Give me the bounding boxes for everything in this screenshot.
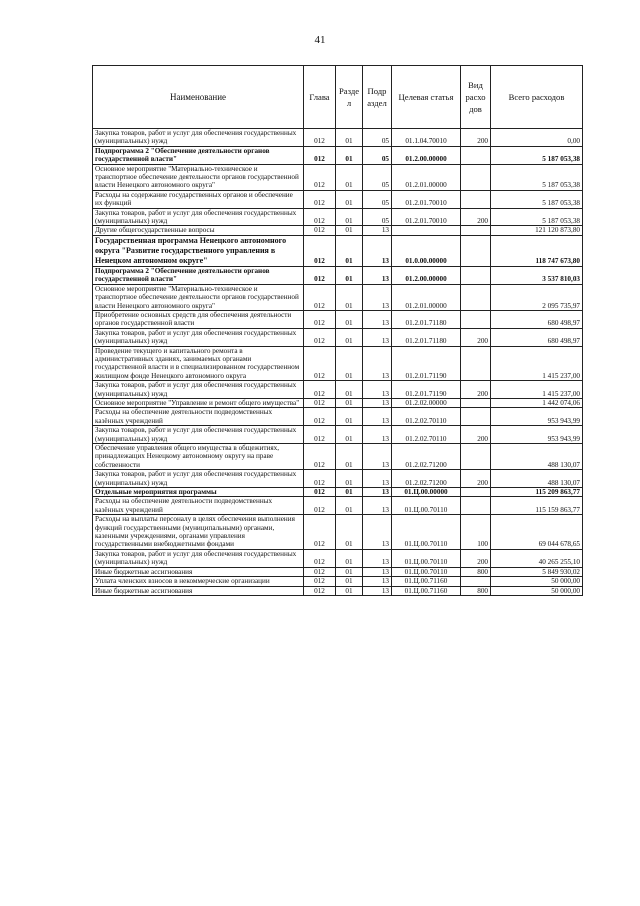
table-row	[93, 497, 583, 515]
row-target: 01.0.00.00000	[392, 235, 461, 266]
row-name: Иные бюджетные ассигнования	[93, 586, 304, 595]
row-name: Основное мероприятие "Материально-техническое и транспортное обеспечение деятельности органов государственной власти Ненецкого автономного округа"	[93, 284, 304, 310]
table-row	[93, 426, 583, 444]
header-subsection: Подр аздел	[363, 66, 392, 129]
row-total: 5 187 053,38	[491, 146, 583, 164]
row-kind	[461, 577, 491, 586]
table-row	[93, 488, 583, 497]
row-kind	[461, 444, 491, 470]
row-subsection: 05	[363, 164, 392, 190]
row-section: 01	[336, 408, 363, 426]
row-target: 01.Ц.00.70110	[392, 497, 461, 515]
row-subsection: 13	[363, 426, 392, 444]
table-row	[93, 284, 583, 310]
table-row	[93, 235, 583, 266]
row-subsection: 05	[363, 190, 392, 208]
row-target: 01.2.01.71180	[392, 328, 461, 346]
row-subsection: 05	[363, 146, 392, 164]
row-target: 01.2.01.00000	[392, 164, 461, 190]
row-section: 01	[336, 515, 363, 550]
row-chapter: 012	[304, 146, 336, 164]
row-target: 01.2.00.00000	[392, 266, 461, 284]
row-target: 01.2.02.00000	[392, 398, 461, 407]
row-kind	[461, 497, 491, 515]
row-section: 01	[336, 208, 363, 226]
row-subsection: 13	[363, 497, 392, 515]
row-kind: 800	[461, 586, 491, 595]
row-section: 01	[336, 235, 363, 266]
row-kind	[461, 346, 491, 381]
row-subsection: 13	[363, 567, 392, 576]
table-row	[93, 577, 583, 586]
table-row	[93, 381, 583, 399]
row-subsection: 13	[363, 444, 392, 470]
row-name: Иные бюджетные ассигнования	[93, 567, 304, 576]
row-total: 69 044 678,65	[491, 515, 583, 550]
row-name: Подпрограмма 2 "Обеспечение деятельности органов государственной власти"	[93, 146, 304, 164]
header-section: Разде л	[336, 66, 363, 129]
row-target: 01.2.02.70110	[392, 408, 461, 426]
row-chapter: 012	[304, 208, 336, 226]
row-target: 01.2.01.71180	[392, 310, 461, 328]
row-name: Государственная программа Ненецкого автономного округа "Развитие государственного управления в Ненецком автономном округе"	[93, 235, 304, 266]
table-row	[93, 408, 583, 426]
row-name: Закупка товаров, работ и услуг для обеспечения государственных (муниципальных) нужд	[93, 549, 304, 567]
row-total: 680 498,97	[491, 328, 583, 346]
row-section: 01	[336, 190, 363, 208]
header-name: Наименование	[93, 66, 304, 129]
row-section: 01	[336, 129, 363, 147]
row-name: Закупка товаров, работ и услуг для обеспечения государственных (муниципальных) нужд	[93, 426, 304, 444]
row-target: 01.1.04.70010	[392, 129, 461, 147]
row-subsection: 05	[363, 129, 392, 147]
row-total: 2 095 735,97	[491, 284, 583, 310]
row-target: 01.Ц.00.70110	[392, 567, 461, 576]
row-section: 01	[336, 549, 363, 567]
row-chapter: 012	[304, 497, 336, 515]
row-chapter: 012	[304, 129, 336, 147]
row-section: 01	[336, 577, 363, 586]
row-kind	[461, 226, 491, 235]
row-section: 01	[336, 328, 363, 346]
header-expense-kind: Вид расхо дов	[461, 66, 491, 129]
row-kind: 800	[461, 567, 491, 576]
row-total: 953 943,99	[491, 426, 583, 444]
row-chapter: 012	[304, 266, 336, 284]
table-row	[93, 444, 583, 470]
row-kind	[461, 190, 491, 208]
page-number: 41	[314, 34, 326, 46]
row-total: 680 498,97	[491, 310, 583, 328]
row-target: 01.Ц.00.70110	[392, 549, 461, 567]
row-kind	[461, 488, 491, 497]
row-subsection: 13	[363, 381, 392, 399]
row-total: 118 747 673,80	[491, 235, 583, 266]
row-chapter: 012	[304, 567, 336, 576]
row-subsection: 13	[363, 470, 392, 488]
row-target: 01.Ц.00.70110	[392, 515, 461, 550]
table-row	[93, 328, 583, 346]
row-section: 01	[336, 381, 363, 399]
row-name: Закупка товаров, работ и услуг для обеспечения государственных (муниципальных) нужд	[93, 381, 304, 399]
row-kind	[461, 284, 491, 310]
row-name: Обеспечение управления общего имущества в общежитиях, принадлежащих Ненецкому автономному округу на праве собственности	[93, 444, 304, 470]
row-chapter: 012	[304, 310, 336, 328]
table-row	[93, 470, 583, 488]
row-section: 01	[336, 146, 363, 164]
row-section: 01	[336, 488, 363, 497]
table-row	[93, 164, 583, 190]
row-total: 115 209 863,77	[491, 488, 583, 497]
row-section: 01	[336, 444, 363, 470]
row-chapter: 012	[304, 346, 336, 381]
row-target: 01.2.01.70010	[392, 190, 461, 208]
row-kind	[461, 398, 491, 407]
row-subsection: 13	[363, 408, 392, 426]
row-target: 01.Ц.00.71160	[392, 586, 461, 595]
row-subsection: 13	[363, 235, 392, 266]
row-subsection: 13	[363, 549, 392, 567]
row-kind	[461, 408, 491, 426]
row-section: 01	[336, 567, 363, 576]
row-target: 01.2.01.70010	[392, 208, 461, 226]
row-chapter: 012	[304, 549, 336, 567]
table-row	[93, 549, 583, 567]
row-chapter: 012	[304, 381, 336, 399]
row-section: 01	[336, 586, 363, 595]
row-kind: 200	[461, 381, 491, 399]
row-section: 01	[336, 266, 363, 284]
row-target: 01.2.02.70110	[392, 426, 461, 444]
table-row	[93, 266, 583, 284]
row-subsection: 13	[363, 346, 392, 381]
header-target-article: Целевая статья	[392, 66, 461, 129]
row-name: Проведение текущего и капитального ремонта в административных зданиях, занимаемых органами государственной власти и в специализированном государственном жилищном фонде Ненецкого автономного округа	[93, 346, 304, 381]
row-chapter: 012	[304, 444, 336, 470]
table-row	[93, 146, 583, 164]
table-row	[93, 208, 583, 226]
row-subsection: 13	[363, 310, 392, 328]
row-section: 01	[336, 226, 363, 235]
row-chapter: 012	[304, 408, 336, 426]
table-row	[93, 586, 583, 595]
row-subsection: 13	[363, 398, 392, 407]
row-name: Основное мероприятие "Материально-техническое и транспортное обеспечение деятельности органов государственной власти Ненецкого автономного округа"	[93, 164, 304, 190]
row-kind: 100	[461, 515, 491, 550]
row-section: 01	[336, 426, 363, 444]
row-name: Закупка товаров, работ и услуг для обеспечения государственных (муниципальных) нужд	[93, 470, 304, 488]
row-total: 1 415 237,00	[491, 381, 583, 399]
row-subsection: 13	[363, 577, 392, 586]
row-total: 5 187 053,38	[491, 208, 583, 226]
row-section: 01	[336, 284, 363, 310]
row-total: 5 187 053,38	[491, 164, 583, 190]
row-total: 1 415 237,00	[491, 346, 583, 381]
row-name: Закупка товаров, работ и услуг для обеспечения государственных (муниципальных) нужд	[93, 208, 304, 226]
row-name: Расходы на обеспечение деятельности подведомственных казённых учреждений	[93, 497, 304, 515]
row-kind	[461, 164, 491, 190]
row-total: 488 130,07	[491, 470, 583, 488]
row-chapter: 012	[304, 586, 336, 595]
row-chapter: 012	[304, 328, 336, 346]
row-target: 01.2.00.00000	[392, 146, 461, 164]
row-kind	[461, 146, 491, 164]
row-chapter: 012	[304, 577, 336, 586]
row-chapter: 012	[304, 515, 336, 550]
row-chapter: 012	[304, 470, 336, 488]
row-total: 488 130,07	[491, 444, 583, 470]
budget-table	[92, 65, 583, 596]
row-target	[392, 226, 461, 235]
row-section: 01	[336, 470, 363, 488]
row-name: Закупка товаров, работ и услуг для обеспечения государственных (муниципальных) нужд	[93, 328, 304, 346]
table-row	[93, 226, 583, 235]
row-name: Уплата членских взносов в некоммерческие организации	[93, 577, 304, 586]
row-name: Отдельные мероприятия программы	[93, 488, 304, 497]
row-total: 115 159 863,77	[491, 497, 583, 515]
table-row	[93, 398, 583, 407]
row-total: 50 000,00	[491, 586, 583, 595]
row-subsection: 13	[363, 515, 392, 550]
row-kind: 200	[461, 129, 491, 147]
row-subsection: 13	[363, 266, 392, 284]
row-chapter: 012	[304, 235, 336, 266]
header-chapter: Глава	[304, 66, 336, 129]
row-kind: 200	[461, 328, 491, 346]
row-kind: 200	[461, 470, 491, 488]
row-chapter: 012	[304, 488, 336, 497]
row-total: 40 265 255,10	[491, 549, 583, 567]
row-target: 01.Ц.00.00000	[392, 488, 461, 497]
row-kind	[461, 310, 491, 328]
row-subsection: 13	[363, 488, 392, 497]
row-section: 01	[336, 346, 363, 381]
row-target: 01.2.02.71200	[392, 444, 461, 470]
row-chapter: 012	[304, 284, 336, 310]
row-total: 1 442 074,06	[491, 398, 583, 407]
table-row	[93, 346, 583, 381]
row-total: 50 000,00	[491, 577, 583, 586]
row-total: 5 849 930,02	[491, 567, 583, 576]
row-target: 01.2.02.71200	[392, 470, 461, 488]
header-total: Всего расходов	[491, 66, 583, 129]
row-name: Основное мероприятие "Управление и ремонт общего имущества"	[93, 398, 304, 407]
row-total: 3 537 810,03	[491, 266, 583, 284]
row-target: 01.2.01.71190	[392, 346, 461, 381]
row-section: 01	[336, 497, 363, 515]
row-name: Закупка товаров, работ и услуг для обеспечения государственных (муниципальных) нужд	[93, 129, 304, 147]
table-row	[93, 190, 583, 208]
row-name: Расходы на выплаты персоналу в целях обеспечения выполнения функций государственными (муниципальными) органами, казенными учреждениями, органами управления государственными внебюджетными фондами	[93, 515, 304, 550]
row-name: Другие общегосударственные вопросы	[93, 226, 304, 235]
row-name: Подпрограмма 2 "Обеспечение деятельности органов государственной власти"	[93, 266, 304, 284]
row-section: 01	[336, 310, 363, 328]
row-total: 953 943,99	[491, 408, 583, 426]
row-chapter: 012	[304, 190, 336, 208]
row-subsection: 05	[363, 208, 392, 226]
row-name: Расходы на содержание государственных органов и обеспечение их функций	[93, 190, 304, 208]
row-target: 01.2.01.71190	[392, 381, 461, 399]
row-subsection: 13	[363, 586, 392, 595]
row-total: 121 120 873,80	[491, 226, 583, 235]
table-row	[93, 515, 583, 550]
row-name: Приобретение основных средств для обеспечения деятельности органов государственной власти	[93, 310, 304, 328]
row-section: 01	[336, 398, 363, 407]
row-chapter: 012	[304, 426, 336, 444]
row-total: 5 187 053,38	[491, 190, 583, 208]
row-target: 01.2.01.00000	[392, 284, 461, 310]
row-total: 0,00	[491, 129, 583, 147]
row-subsection: 13	[363, 328, 392, 346]
table-header-row	[93, 66, 583, 129]
row-kind	[461, 266, 491, 284]
row-kind	[461, 235, 491, 266]
row-name: Расходы на обеспечение деятельности подведомственных казённых учреждений	[93, 408, 304, 426]
row-kind: 200	[461, 549, 491, 567]
row-subsection: 13	[363, 226, 392, 235]
table-row	[93, 310, 583, 328]
row-kind: 200	[461, 426, 491, 444]
table-row	[93, 129, 583, 147]
row-kind: 200	[461, 208, 491, 226]
row-chapter: 012	[304, 164, 336, 190]
row-subsection: 13	[363, 284, 392, 310]
row-section: 01	[336, 164, 363, 190]
row-target: 01.Ц.00.71160	[392, 577, 461, 586]
row-chapter: 012	[304, 226, 336, 235]
row-chapter: 012	[304, 398, 336, 407]
table-row	[93, 567, 583, 576]
